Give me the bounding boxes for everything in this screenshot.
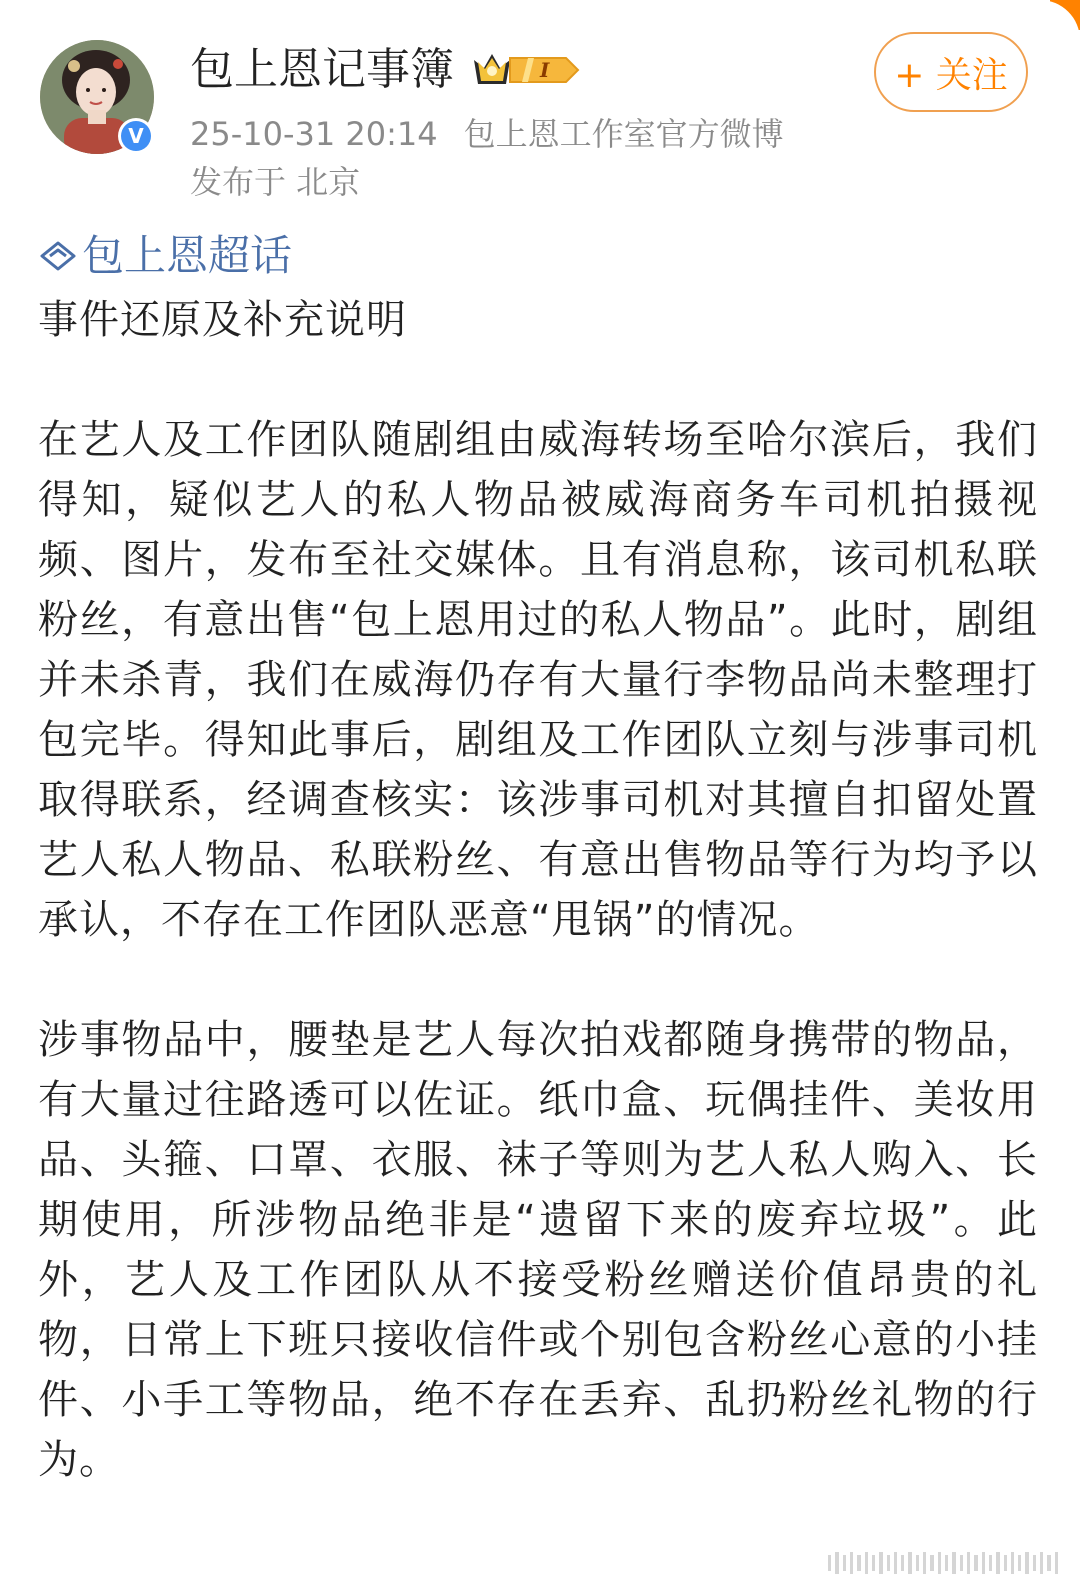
badge-level: I xyxy=(540,58,550,82)
post-body xyxy=(38,290,1038,1490)
post-paragraph: 涉事物品中，腰垫是艺人每次拍戏都随身携带的物品，有大量过往路透可以佐证。纸巾盒、玩偶挂件、美妆用品、头箍、口罩、衣服、袜子等则为艺人私人购入、长期使用，所涉物品绝非是“遗留下来的废弃垃圾”。此外，艺人及工作团队从不接受粉丝赠送价值昂贵的礼物，日常上下班只接收信件或个别包含粉丝心意的小挂件、小手工等物品，绝不存在丢弃、乱扔粉丝礼物的行为。 xyxy=(38,1017,1038,1483)
post-timestamp: 25-10-31 20:14 xyxy=(190,115,438,153)
post-location: 发布于 北京 xyxy=(190,163,361,201)
diamond-icon xyxy=(38,239,78,273)
supertopic-label: 包上恩超话 xyxy=(82,231,293,280)
watermark xyxy=(828,1552,1058,1574)
follow-button[interactable]: + 关注 xyxy=(874,32,1028,112)
post-paragraph: 在艺人及工作团队随剧组由威海转场至哈尔滨后，我们得知，疑似艺人的私人物品被威海商务车司机拍摄视频、图片，发布至社交媒体。且有消息称，该司机私联粉丝，有意出售“包上恩用过的私人物品”。此时，剧组并未杀青，我们在威海仍存有大量行李物品尚未整理打包完毕。得知此事后，剧组及工作团队立刻与涉事司机取得联系，经调查核实：该涉事司机对其擅自扣留处置艺人私人物品、私联粉丝、有意出售物品等行为均予以承认，不存在工作团队恶意“甩锅”的情况。 xyxy=(38,417,1038,943)
crown-badge-icon[interactable] xyxy=(470,46,582,94)
username[interactable]: 包上恩记事簿 xyxy=(190,44,454,95)
verified-icon: V xyxy=(118,118,154,154)
post-meta xyxy=(190,112,784,156)
supertopic-link[interactable] xyxy=(38,230,292,282)
post-title: 事件还原及补充说明 xyxy=(38,297,407,343)
post-source[interactable]: 包上恩工作室官方微博 xyxy=(463,115,784,153)
